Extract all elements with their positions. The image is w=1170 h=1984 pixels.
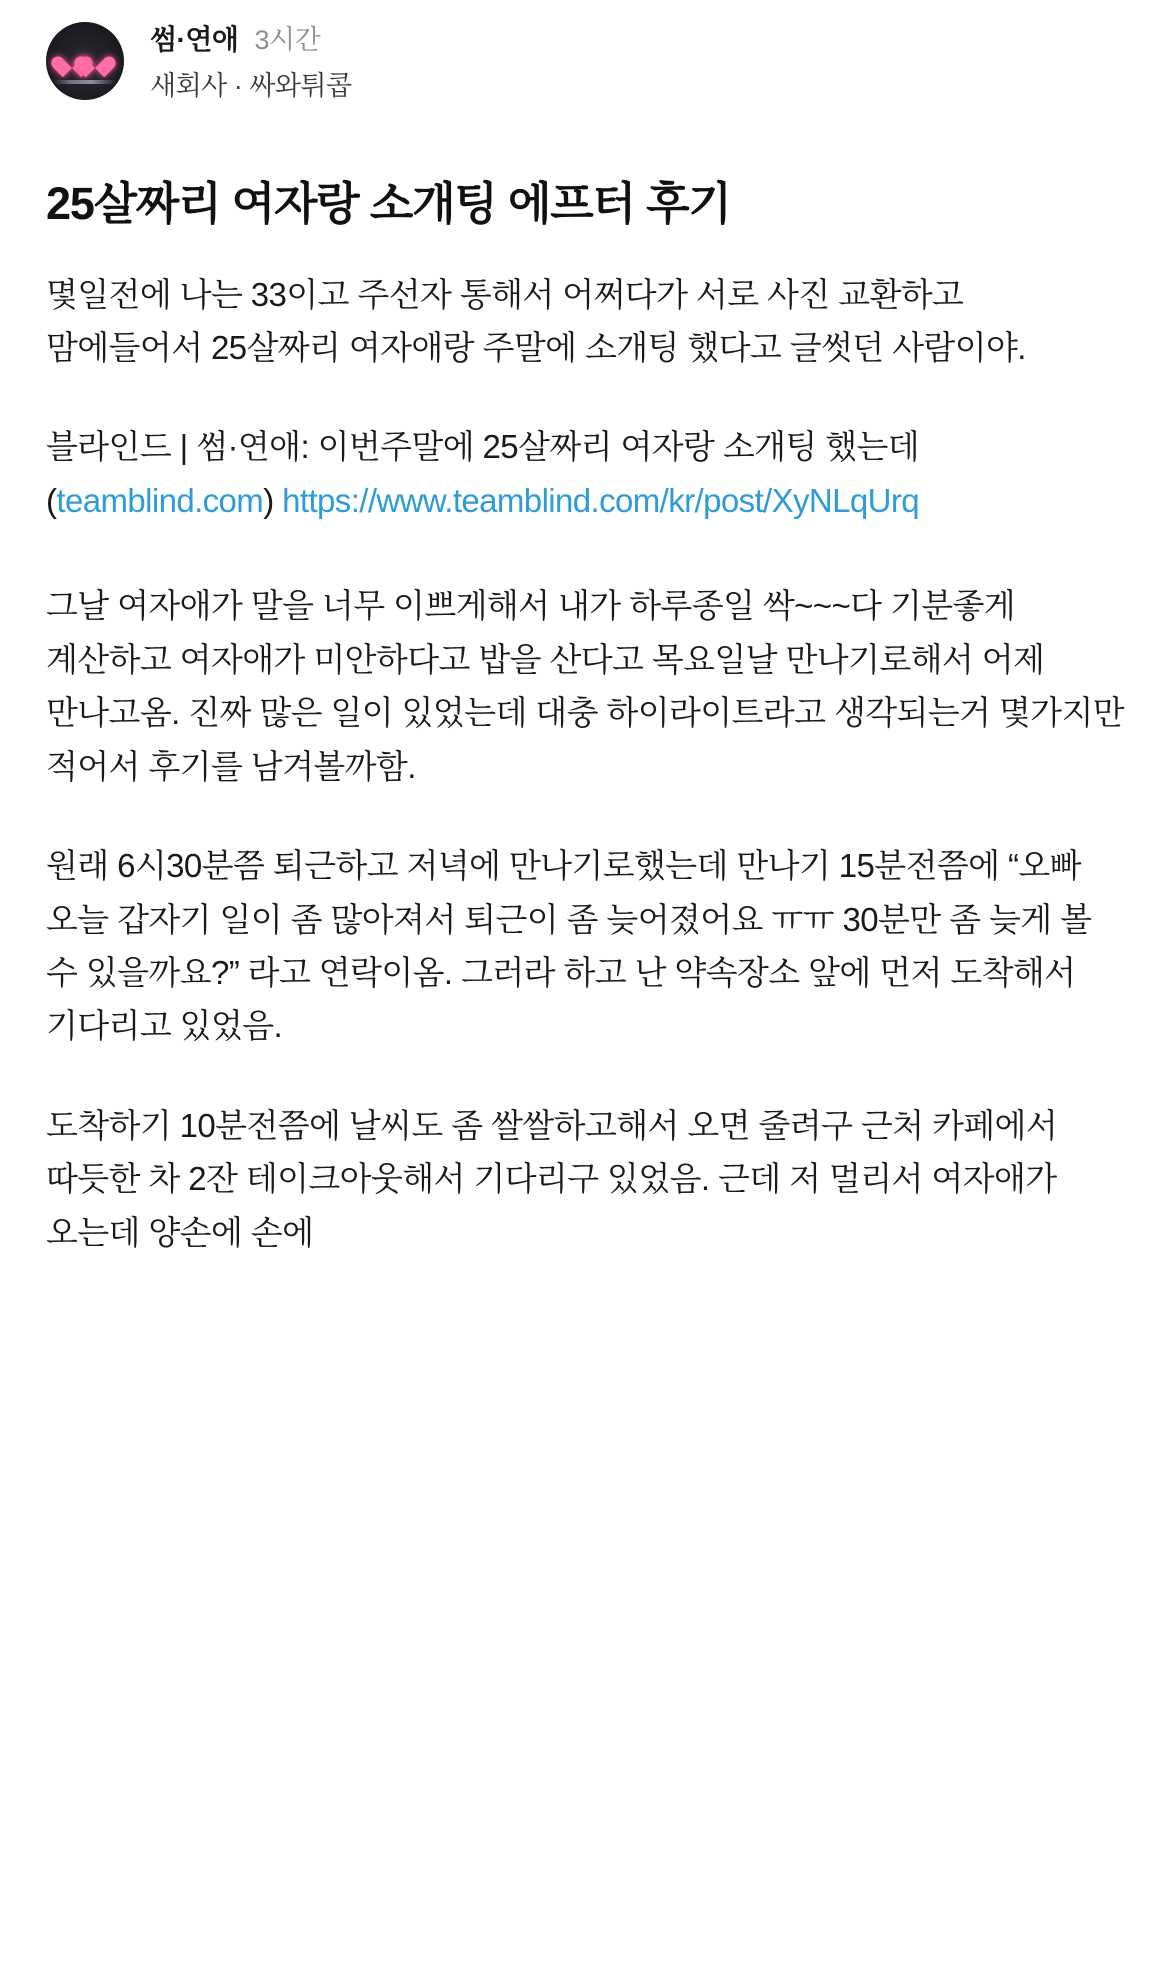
post-author-meta: 새회사 · 싸와튀콥 [150, 71, 352, 101]
post-paragraph: 도착하기 10분전쯤에 날씨도 좀 쌀쌀하고해서 오면 줄려구 근처 카페에서 따듯한 차 2잔 테이크아웃해서 기다리구 있었음. 근데 저 멀리서 여자애가 오는데 양손에 손에 [46, 1106, 1058, 1251]
quoted-link-block [46, 420, 1124, 527]
quote-suffix-text: ) [263, 481, 274, 519]
post-header-text [150, 18, 352, 103]
teamblind-domain-link[interactable]: teamblind.com [56, 481, 264, 519]
heart-icon [82, 48, 108, 72]
post-header-primary-line [150, 18, 352, 58]
neon-hearts-avatar-icon[interactable] [46, 22, 124, 100]
post-time: 3시간 [254, 25, 321, 55]
article-body [0, 175, 1170, 1259]
quote-prefix-text: 블라인드 | 썸·연애: 이번주말에 25살짜리 여자랑 소개팅 했는데 ( [46, 428, 920, 519]
board-name[interactable]: 썸·연애 [150, 24, 239, 55]
post-paragraph: 그날 여자애가 말을 너무 이쁘게해서 내가 하루종일 싹~~~다 기분좋게 계산하고 여자애가 미안하다고 밥을 산다고 목요일날 만나기로해서 어제 만나고옴. 진짜 많은 일이 있었는데 대충 하이라이트라고 생각되는거 몇가지만 적어서 후기를 남겨볼까함. [46, 587, 1125, 785]
post-paragraph: 몇일전에 나는 33이고 주선자 통해서 어쩌다가 서로 사진 교환하고 맘에들어서 25살짜리 여자애랑 주말에 소개팅 했다고 글썻던 사람이야. [46, 275, 1026, 366]
page-title: 25살짜리 여자랑 소개팅 에프터 후기 [46, 178, 731, 229]
post-url-link[interactable]: https://www.teamblind.com/kr/post/XyNLqUrq [282, 481, 920, 519]
post-paragraph: 원래 6시30분쯤 퇴근하고 저녁에 만나기로했는데 만나기 15분전쯤에 “오빠 오늘 갑자기 일이 좀 많아져서 퇴근이 좀 늦어졌어요 ㅠㅠ 30분만 좀 늦게 볼 수 있을까요?” 라고 연락이옴. 그러라 하고 난 약속장소 앞에 먼저 도착해서 기다리고 있었음. [46, 847, 1092, 1045]
avatar-shelf-decoration [54, 80, 116, 84]
post-header [0, 0, 1170, 113]
